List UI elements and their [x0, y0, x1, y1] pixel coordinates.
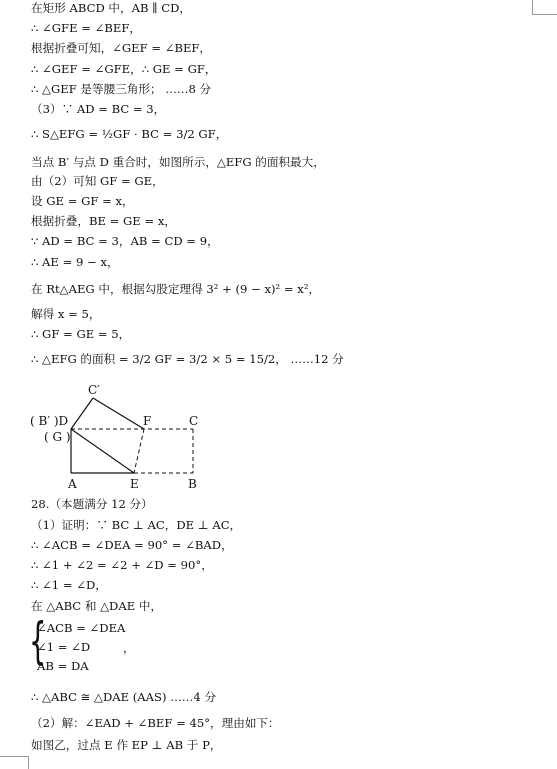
text-line-25: （2）解：∠EAD + ∠BEF = 45°，理由如下：	[31, 716, 280, 730]
text-line-4: ∴ ∠GEF = ∠GFE，∴ GE = GF，	[31, 62, 217, 76]
system-row-1: ∠ACB = ∠DEA	[37, 621, 126, 635]
left-brace: {	[29, 612, 47, 670]
text-line-8: 当点 B′ 与点 D 重合时，如图所示，△EFG 的面积最大，	[31, 155, 325, 169]
label-b-prime-d: ( B′ )D	[30, 414, 69, 428]
text-line-17: ∴ △EFG 的面积 = 3/2 GF = 3/2 × 5 = 15/2， ……12 分	[31, 352, 344, 366]
label-e: E	[130, 477, 139, 491]
dashed-segment-fe	[134, 429, 144, 473]
text-line-15: 解得 x = 5，	[31, 307, 101, 321]
label-a: A	[68, 477, 77, 491]
label-b: B	[188, 477, 197, 491]
text-line-12: ∵ AD = BC = 3，AB = CD = 9，	[31, 234, 219, 248]
text-line-6: （3）∵ AD = BC = 3，	[31, 102, 166, 116]
text-line-20: ∴ ∠ACB = ∠DEA = 90° = ∠BAD，	[31, 538, 233, 552]
folded-rectangle-figure	[26, 381, 236, 493]
label-c-prime: C′	[88, 383, 100, 397]
text-line-21: ∴ ∠1 + ∠2 = ∠2 + ∠D = 90°，	[31, 558, 213, 572]
text-line-19: （1）证明：∵ BC ⊥ AC，DE ⊥ AC，	[31, 518, 242, 532]
equation-system	[29, 612, 171, 674]
text-line-23: 在 △ABC 和 △DAE 中，	[31, 599, 163, 613]
system-row-3: AB = DA	[37, 659, 89, 673]
text-line-22: ∴ ∠1 = ∠D，	[31, 578, 107, 592]
text-line-26: 如图乙，过点 E 作 EP ⊥ AB 于 P，	[31, 738, 222, 752]
label-c: C	[189, 414, 199, 428]
text-line-11: 根据折叠，BE = GE = x，	[31, 214, 176, 228]
system-row-2: ∠1 = ∠D	[37, 640, 91, 654]
label-f: F	[143, 414, 152, 428]
segment-de	[71, 429, 134, 473]
page-corner-mark-bottom-left	[0, 756, 29, 769]
text-line-10: 设 GE = GF = x，	[31, 194, 134, 208]
text-line-14: 在 Rt△AEG 中，根据勾股定理得 3² + (9 − x)² = x²，	[31, 282, 321, 296]
page-corner-mark-top-right	[532, 0, 557, 15]
segment-c-prime-f	[93, 398, 144, 429]
text-line-3: 根据折叠可知，∠GEF = ∠BEF，	[31, 41, 212, 55]
system-comma: ，	[123, 641, 135, 655]
segment-dc-prime	[71, 398, 93, 429]
text-line-24: ∴ △ABC ≅ △DAE (AAS) ……4 分	[31, 690, 217, 704]
text-line-2: ∴ ∠GFE = ∠BEF，	[31, 21, 141, 35]
label-g: ( G )	[44, 430, 71, 444]
text-line-5: ∴ △GEF 是等腰三角形； ……8 分	[31, 82, 212, 96]
text-line-1: 在矩形 ABCD 中，AB ∥ CD，	[31, 1, 191, 15]
text-line-18: 28.（本题满分 12 分）	[31, 497, 153, 511]
text-line-9: 由（2）可知 GF = GE，	[31, 174, 164, 188]
text-line-16: ∴ GF = GE = 5，	[31, 327, 131, 341]
text-line-7: ∴ S△EFG = ½GF · BC = 3/2 GF，	[31, 127, 228, 141]
text-line-13: ∴ AE = 9 − x，	[31, 255, 119, 269]
